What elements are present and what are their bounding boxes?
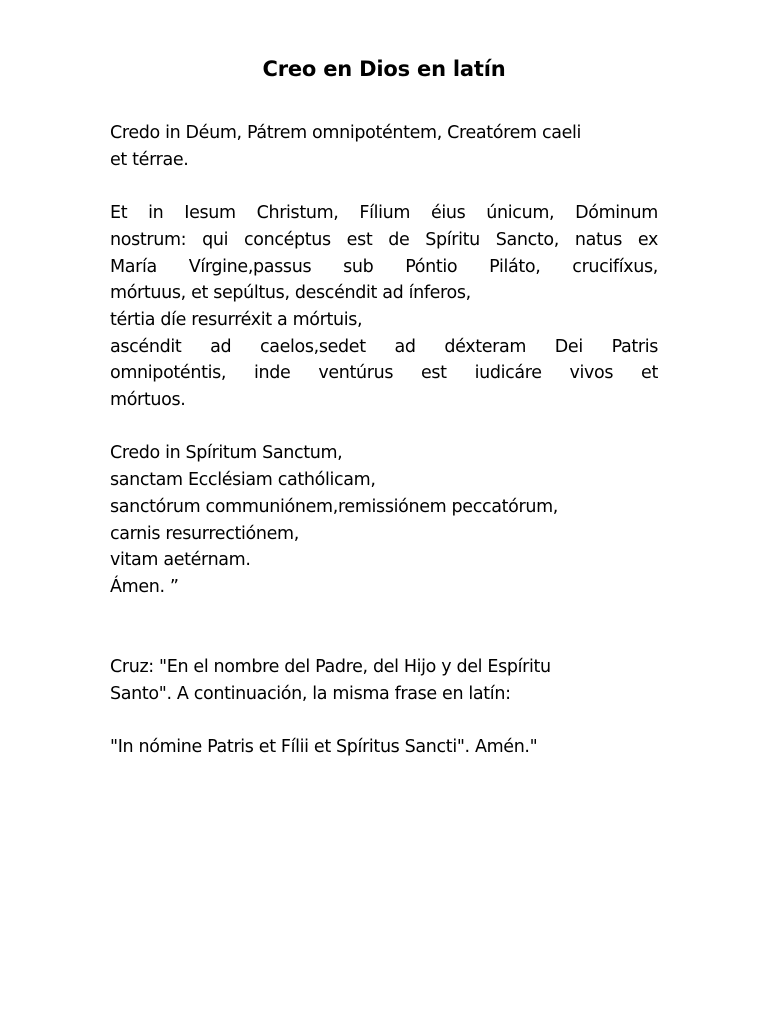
text-line: María Vírgine,passus sub Póntio Piláto, crucifíxus, <box>110 256 658 277</box>
paragraph-cruz <box>110 654 658 707</box>
document-page <box>110 54 658 761</box>
document-title: Creo en Dios en latín <box>262 57 506 81</box>
text-line: Et in Iesum Christum, Fílium éius únicum, Dóminum <box>110 203 658 224</box>
text-line: Ámen. ” <box>110 576 179 597</box>
text-line: carnis resurrectiónem, <box>110 523 299 544</box>
paragraph-spiritum-sanctum <box>110 440 658 600</box>
text-line: et térrae. <box>110 149 189 170</box>
text-line: tértia díe resurréxit a mórtuis, <box>110 309 363 330</box>
text-line: sanctam Ecclésiam cathólicam, <box>110 470 376 491</box>
paragraph-credo-deum <box>110 120 658 173</box>
text-line: Credo in Spíritum Sanctum, <box>110 443 343 464</box>
paragraph-in-nomine <box>110 734 658 761</box>
text-line: sanctórum communiónem,remissiónem peccatórum, <box>110 496 558 517</box>
text-line: mórtuus, et sepúltus, descéndit ad ínferos, <box>110 283 471 304</box>
text-line: omnipoténtis, inde ventúrus est iudicáre vivos et <box>110 363 658 384</box>
paragraph-spacer <box>110 414 658 441</box>
text-line: nostrum: qui concéptus est de Spíritu Sancto, natus ex <box>110 229 658 250</box>
paragraph-iesum-christum <box>110 200 658 414</box>
text-line: "In nómine Patris et Fílii et Spíritus Sancti". Amén." <box>110 737 538 758</box>
text-line: ascéndit ad caelos,sedet ad déxteram Dei Patris <box>110 336 658 357</box>
paragraph-spacer <box>110 601 658 654</box>
text-line: vitam aetérnam. <box>110 550 251 571</box>
text-line: Cruz: "En el nombre del Padre, del Hijo y del Espíritu <box>110 657 551 678</box>
text-line: Santo". A continuación, la misma frase en latín: <box>110 683 511 704</box>
text-line: mórtuos. <box>110 390 186 411</box>
paragraph-spacer <box>110 173 658 200</box>
text-line: Credo in Déum, Pátrem omnipoténtem, Creatórem caeli <box>110 123 582 143</box>
paragraph-spacer <box>110 707 658 734</box>
